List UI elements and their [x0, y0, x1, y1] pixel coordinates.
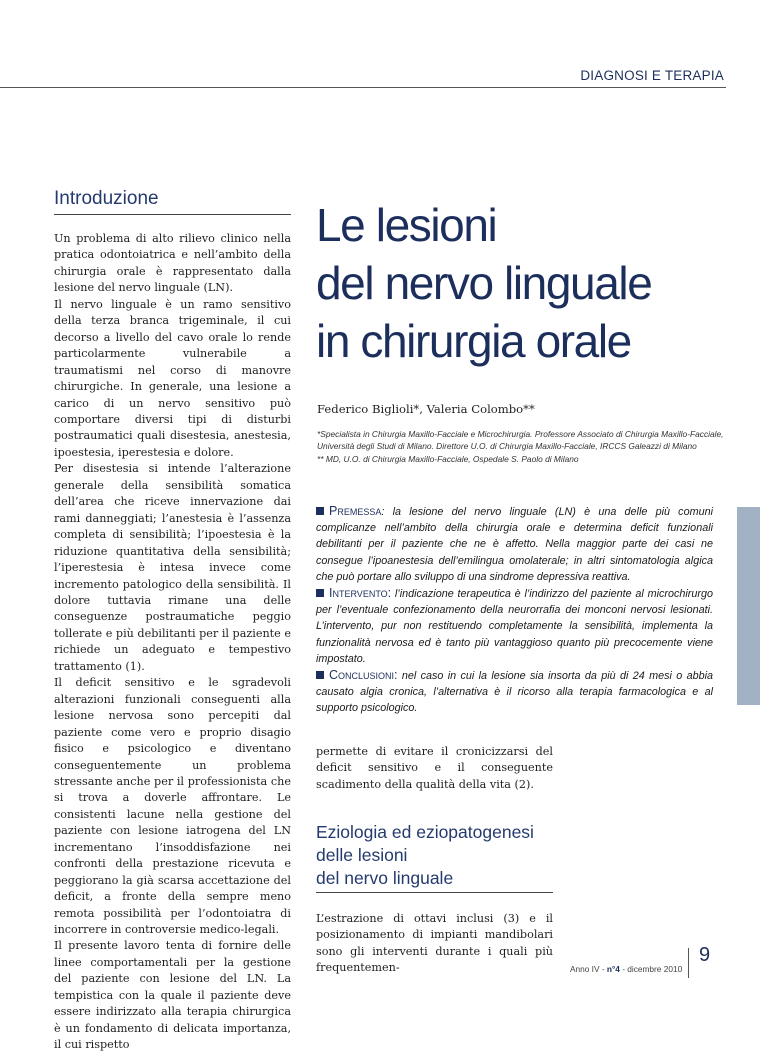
heading-line: delle lesioni: [316, 845, 408, 865]
abstract-text: l’indicazione terapeutica è l’indirizzo del paziente al microchirurgo per l’eventuale confezionamento della neurorrafia dei monconi nervosi lesionati. L’intervento, pur non restituendo completamente la sensibilità, implementa la funzionalità nervosa ed è tanto più vantaggioso quanto più precocemente viene impostato.: [316, 588, 713, 665]
title-line: Le lesioni: [316, 199, 497, 251]
intro-paragraph: Per disestesia si intende l’alterazione generale della sensibilità somatica dell’area che riceve innervazione dai rami danneggiati; l’anestesia è l’assenza completa di sensibilità; l’ipoestesia è la riduzione quantitativa della sensibilità; l’iperestesia è intesa invece come incremento patologico della sensibilità. Il dolore tuttavia rimane una delle conseguenze postraumatiche peggio tollerate e più debilitanti per il paziente e richiede un adeguato e tempestivo trattamento (1).: [54, 462, 291, 673]
intro-heading-rule: [54, 214, 291, 215]
title-line: in chirurgia orale: [316, 315, 631, 367]
intro-paragraph: Il nervo linguale è un ramo sensitivo della terza branca trigeminale, il cui decorso a livello del cavo orale lo rende particolarmente vulnerabile a traumatismi nel corso di manovre chirurgiche. In generale, una lesione a carico di un nervo sensitivo può comportare diversi tipi di disturbi postraumatici quali disestesia, anestesia, ipoestesia, iperestesia e dolore.: [54, 297, 291, 459]
affiliation: ** MD, U.O. di Chirurgia Maxillo-Facciale, Ospedale S. Paolo di Milano: [317, 453, 579, 464]
intro-paragraph: Un problema di alto rilievo clinico nella pratica odontoiatrica e nell’ambito della chirurgia orale è rappresentato dalla lesione del nervo linguale (LN).: [54, 232, 291, 295]
intro-column: [54, 231, 291, 1054]
header-rule: [0, 87, 726, 88]
side-tab: [737, 507, 760, 705]
abstract-label: Intervento:: [329, 586, 392, 601]
continuation-text: [316, 744, 553, 793]
issue-info: [570, 964, 682, 974]
abstract-text: nel caso in cui la lesione sia insorta da più di 24 mesi o abbia causato algia cronica, l’alternativa è il ricorso alla terapia farmacologica e al supporto psicologico.: [316, 670, 713, 715]
abstract-conclusioni: [316, 667, 713, 717]
issue-number: n°4: [606, 964, 620, 974]
section-heading: [316, 821, 556, 890]
abstract: [316, 503, 713, 717]
footer-rule: [688, 948, 689, 978]
abstract-premessa: [316, 503, 713, 585]
section-label: DIAGNOSI E TERAPIA: [580, 68, 724, 83]
body-paragraph: permette di evitare il cronicizzarsi del deficit sensitivo e il conseguente scadimento della qualità della vita (2).: [316, 745, 553, 791]
abstract-text: : la lesione del nervo linguale (LN) è una delle più comuni complicanze nell’ambito della chirurgia orale e determina deficit funzionali debilitanti per il paziente che ne è affetto. Nella maggior parte dei casi ne consegue l’ipoanestesia dell’emilingua omolaterale; in altri sintomatologia algica che può portare allo sviluppo di una sindrome depressiva reattiva.: [316, 506, 713, 583]
heading-line: del nervo linguale: [316, 868, 454, 888]
title-line: del nervo linguale: [316, 257, 652, 309]
affiliations: [317, 428, 727, 465]
affiliation: *Specialista in Chirurgia Maxillo-Facciale e Microchirurgia. Professore Associato di Chirurgia Maxillo-Facciale, Università degli Studi di Milano. Direttore U.O. di Chirurgia Maxillo-Facciale, IRCCS Galeazzi di Milano: [317, 429, 724, 452]
square-bullet-icon: [316, 507, 324, 515]
authors: Federico Biglioli*, Valeria Colombo**: [317, 402, 535, 416]
square-bullet-icon: [316, 589, 324, 597]
section-heading-rule: [316, 892, 553, 893]
intro-paragraph: Il presente lavoro tenta di fornire delle linee comportamentali per la gestione del paziente con lesione del LN. La tempistica con la quale il paziente deve essere indirizzato alla terapia chirurgica è un fondamento di delicata importanza, il cui rispetto: [54, 939, 291, 1052]
page-number: 9: [699, 944, 711, 966]
abstract-intervento: [316, 585, 713, 667]
issue-suffix: - dicembre 2010: [619, 964, 683, 974]
abstract-label: Premessa: [329, 504, 382, 518]
abstract-label: Conclusioni:: [329, 668, 398, 683]
body-paragraph: L’estrazione di ottavi inclusi (3) e il posizionamento di impianti mandibolari sono gli interventi durante i quali più frequentemen-: [316, 912, 553, 975]
intro-paragraph: Il deficit sensitivo e le sgradevoli alterazioni funzionali conseguenti alla lesione nervosa sono percepiti dal paziente come vero e proprio disagio fisico e psicologico e diventano conseguentemente un problema stressante anche per il professionista che si trova a doverle affrontare. Le consistenti lacune nella gestione del paziente con lesione iatrogena del LN incrementano l’insoddisfazione nei confronti della prestazione ricevuta e peggiorano la già scarsa accettazione del deficit, a fronte della sempre meno remota possibilità per l’odontoiatra di incorrere in controversie medico-legali.: [54, 676, 291, 937]
article-title: [316, 196, 746, 370]
square-bullet-icon: [316, 671, 324, 679]
issue-prefix: Anno IV -: [570, 964, 607, 974]
heading-line: Eziologia ed eziopatogenesi: [316, 822, 534, 842]
section-text: [316, 911, 553, 977]
intro-heading: Introduzione: [54, 188, 159, 209]
